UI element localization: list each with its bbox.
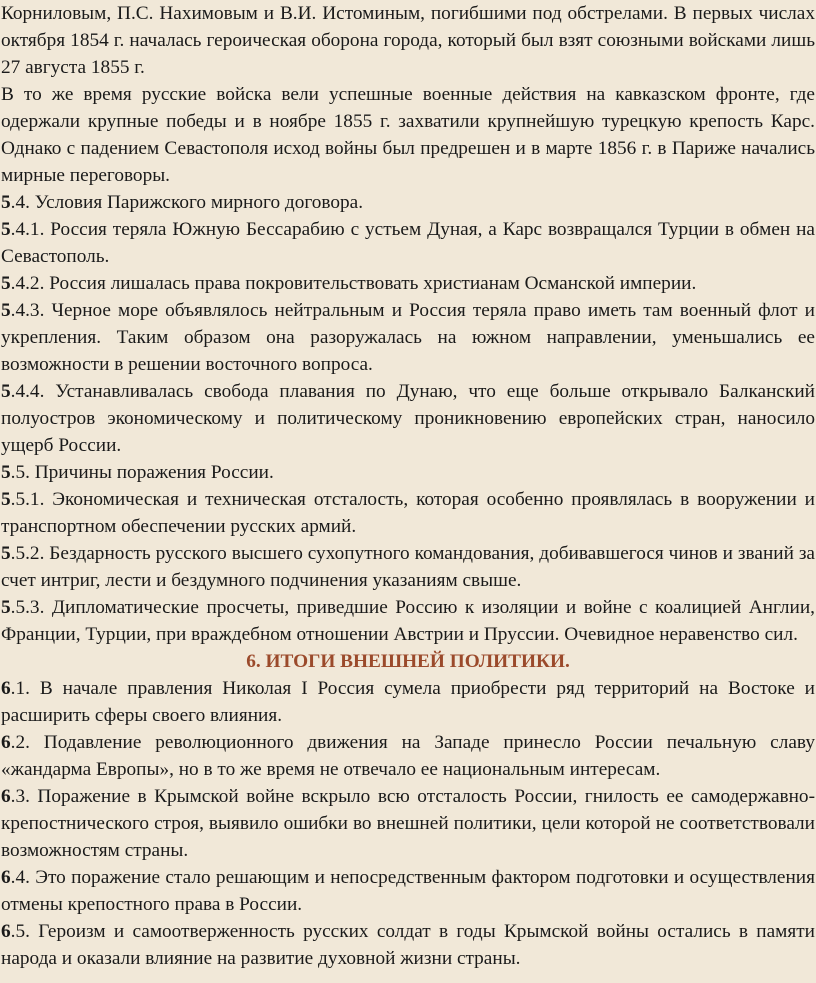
paragraph-text: .4.2. Россия лишалась права покровительствовать христианам Османской империи. (10, 273, 697, 294)
item-5-4-2 (1, 270, 815, 297)
paragraph-text: .4.3. Черное море объявлялось нейтральным и Россия теряла право иметь там военный флот и укрепления. Таким образом она разоружалась на южном направлении, уменьшались ее возможности в решении восточного вопроса. (1, 300, 815, 375)
section-number: 5 (1, 597, 11, 618)
item-6-5 (1, 918, 815, 972)
item-5-4-3 (1, 297, 815, 378)
item-5-5-3 (1, 594, 815, 648)
paragraph-text: .5. Причины поражения России. (10, 462, 274, 483)
section-number: 6 (1, 678, 11, 699)
item-6-1 (1, 675, 815, 729)
section-number: 5 (1, 462, 11, 483)
section-number: 5 (1, 543, 11, 564)
paragraph-text: Корниловым, П.С. Нахимовым и В.И. Истоминым, погибшими под обстрелами. В первых числах октября 1854 г. началась героическая оборона города, который был взят союзными войсками лишь 27 августа 1855 г. (1, 3, 815, 78)
section-number: 6 (1, 921, 11, 942)
paragraph-text: В то же время русские войска вели успешные военные действия на кавказском фронте, где одержали крупные победы и в ноябре 1855 г. захватили крупнейшую турецкую крепость Карс. Однако с падением Севастополя исход войны был предрешен и в марте 1856 г. в Париже начались мирные переговоры. (1, 84, 815, 186)
section-number: 6 (1, 732, 11, 753)
section-number: 6 (1, 786, 11, 807)
section-5-4-title (1, 189, 815, 216)
section-number: 5 (1, 219, 11, 240)
paragraph-text: .5. Героизм и самоотверженность русских солдат в годы Крымской войны остались в памяти народа и оказали влияние на развитие духовной жизни страны. (1, 921, 815, 969)
paragraph-text: .2. Подавление революционного движения на Западе принесло России печальную славу «жандарма Европы», но в то же время не отвечало ее национальным интересам. (1, 732, 815, 780)
item-5-5-2 (1, 540, 815, 594)
paragraph-text: .3. Поражение в Крымской войне вскрыло всю отсталость России, гнилость ее самодержавно-крепостнического строя, выявило ошибки во внешней политики, цели которой не соответствовали возможностям страны. (1, 786, 815, 861)
item-6-2 (1, 729, 815, 783)
paragraph-sevastopol-defense (1, 0, 815, 81)
section-number: 5 (1, 489, 11, 510)
section-number: 5 (1, 381, 11, 402)
item-5-4-1 (1, 216, 815, 270)
paragraph-text: .4. Условия Парижского мирного договора. (10, 192, 364, 213)
paragraph-caucasus-front (1, 81, 815, 189)
item-6-3 (1, 783, 815, 864)
item-5-5-1 (1, 486, 815, 540)
paragraph-text: .4.4. Устанавливалась свобода плавания по Дунаю, что еще больше открывало Балканский полуостров экономическому и политическому проникновению европейских стран, наносило ущерб России. (1, 381, 815, 456)
item-6-4 (1, 864, 815, 918)
section-number: 5 (1, 300, 11, 321)
paragraph-text: .5.3. Дипломатические просчеты, приведшие Россию к изоляции и войне с коалицией Англии, Франции, Турции, при враждебном отношении Австрии и Пруссии. Очевидное неравенство сил. (1, 597, 815, 645)
section-6-heading: 6. ИТОГИ ВНЕШНЕЙ ПОЛИТИКИ. (246, 651, 570, 672)
paragraph-text: .5.2. Бездарность русского высшего сухопутного командования, добивавшегося чинов и званий за счет интриг, лести и бездумного подчинения указаниям свыше. (1, 543, 815, 591)
section-number: 5 (1, 192, 11, 213)
section-number: 5 (1, 273, 11, 294)
paragraph-text: .4.1. Россия теряла Южную Бессарабию с устьем Дуная, а Карс возвращался Турции в обмен на Севастополь. (1, 219, 815, 267)
section-5-5-title (1, 459, 815, 486)
section-number: 6 (1, 867, 11, 888)
item-5-4-4 (1, 378, 815, 459)
paragraph-text: .5.1. Экономическая и техническая отсталость, которая особенно проявлялась в вооружении и транспортном обеспечении русских армий. (1, 489, 815, 537)
paragraph-text: .4. Это поражение стало решающим и непосредственным фактором подготовки и осуществления отмены крепостного права в России. (1, 867, 815, 915)
paragraph-text: .1. В начале правления Николая I Россия сумела приобрести ряд территорий на Востоке и расширить сферы своего влияния. (1, 678, 815, 726)
